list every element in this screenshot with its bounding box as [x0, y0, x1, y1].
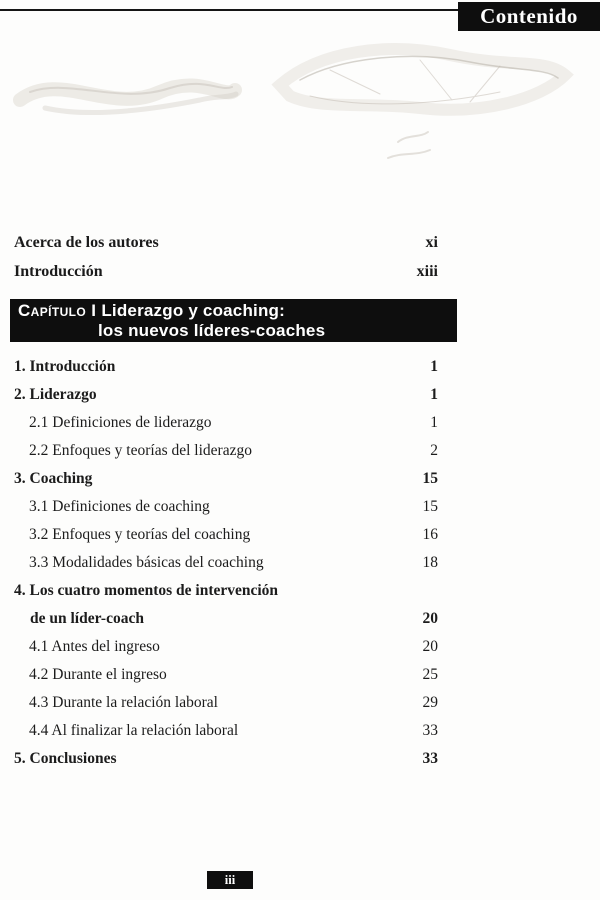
chapter-title-line1: Liderazgo y coaching: — [101, 301, 285, 320]
entry-label: 3.1 Definiciones de coaching — [29, 498, 210, 515]
entry-label: 4.3 Durante la relación laboral — [29, 694, 218, 711]
entry-label: 4. Los cuatro momentos de intervención — [14, 582, 279, 599]
entry-page: xi — [425, 233, 438, 251]
toc-entry — [14, 745, 438, 773]
entry-label: 3. Coaching — [14, 470, 93, 487]
entry-label: 1. Introducción — [14, 358, 116, 375]
page-number-box — [207, 871, 253, 889]
entry-page: xiii — [416, 262, 438, 280]
entry-label: 4.4 Al finalizar la relación laboral — [29, 722, 239, 739]
entry-label: 4.1 Antes del ingreso — [29, 638, 160, 655]
toc-entry — [14, 661, 438, 689]
entry-page: 33 — [422, 722, 438, 739]
entry-label: 3.3 Modalidades básicas del coaching — [29, 554, 264, 571]
entry-page: 1 — [430, 358, 438, 375]
entry-page: 16 — [422, 526, 438, 543]
header-rule — [0, 9, 459, 11]
entry-page: 20 — [422, 638, 438, 655]
entry-label: 4.2 Durante el ingreso — [29, 666, 167, 683]
chapter-title-line2: los nuevos líderes-coaches — [98, 321, 326, 340]
entry-page: 1 — [430, 386, 438, 403]
entry-page: 1 — [430, 414, 438, 431]
chapter-label: Capítulo I — [18, 301, 97, 320]
toc-entry — [14, 437, 438, 465]
toc-entry — [14, 549, 438, 577]
entry-label: Acerca de los autores — [14, 233, 159, 251]
page-title: Contenido — [480, 4, 578, 28]
entry-page: 25 — [422, 666, 438, 683]
toc-entry — [14, 353, 438, 381]
front-matter-entry — [14, 228, 438, 257]
toc-entry — [14, 381, 438, 409]
page-header — [458, 2, 600, 31]
entry-label: 5. Conclusiones — [14, 750, 117, 767]
page-number: iii — [224, 872, 236, 887]
toc-entry — [14, 633, 438, 661]
toc-entry — [14, 521, 438, 549]
toc-entry — [14, 689, 438, 717]
entry-page: 15 — [422, 498, 438, 515]
chapter-banner — [10, 299, 457, 342]
entry-page: 15 — [422, 470, 438, 487]
toc-list — [14, 353, 438, 773]
entry-label: Introducción — [14, 262, 103, 280]
entry-label-continued: de un líder-coach — [30, 610, 144, 627]
chapter-banner-line1 — [10, 301, 457, 321]
entry-label: 3.2 Enfoques y teorías del coaching — [29, 526, 251, 543]
toc-entry — [14, 717, 438, 745]
entry-label: 2.1 Definiciones de liderazgo — [29, 414, 212, 431]
entry-page: 33 — [422, 750, 438, 767]
entry-label: 2.2 Enfoques y teorías del liderazgo — [29, 442, 252, 459]
toc-entry — [14, 493, 438, 521]
entry-page: 29 — [422, 694, 438, 711]
entry-page: 20 — [422, 610, 438, 627]
entry-page: 2 — [430, 442, 438, 459]
decorative-sketch — [0, 30, 600, 190]
entry-page: 18 — [422, 554, 438, 571]
entry-label: 2. Liderazgo — [14, 386, 97, 403]
toc-entry — [14, 465, 438, 493]
front-matter-entry — [14, 257, 438, 286]
toc-entry — [14, 577, 438, 633]
toc-entry — [14, 409, 438, 437]
front-matter — [14, 228, 438, 286]
